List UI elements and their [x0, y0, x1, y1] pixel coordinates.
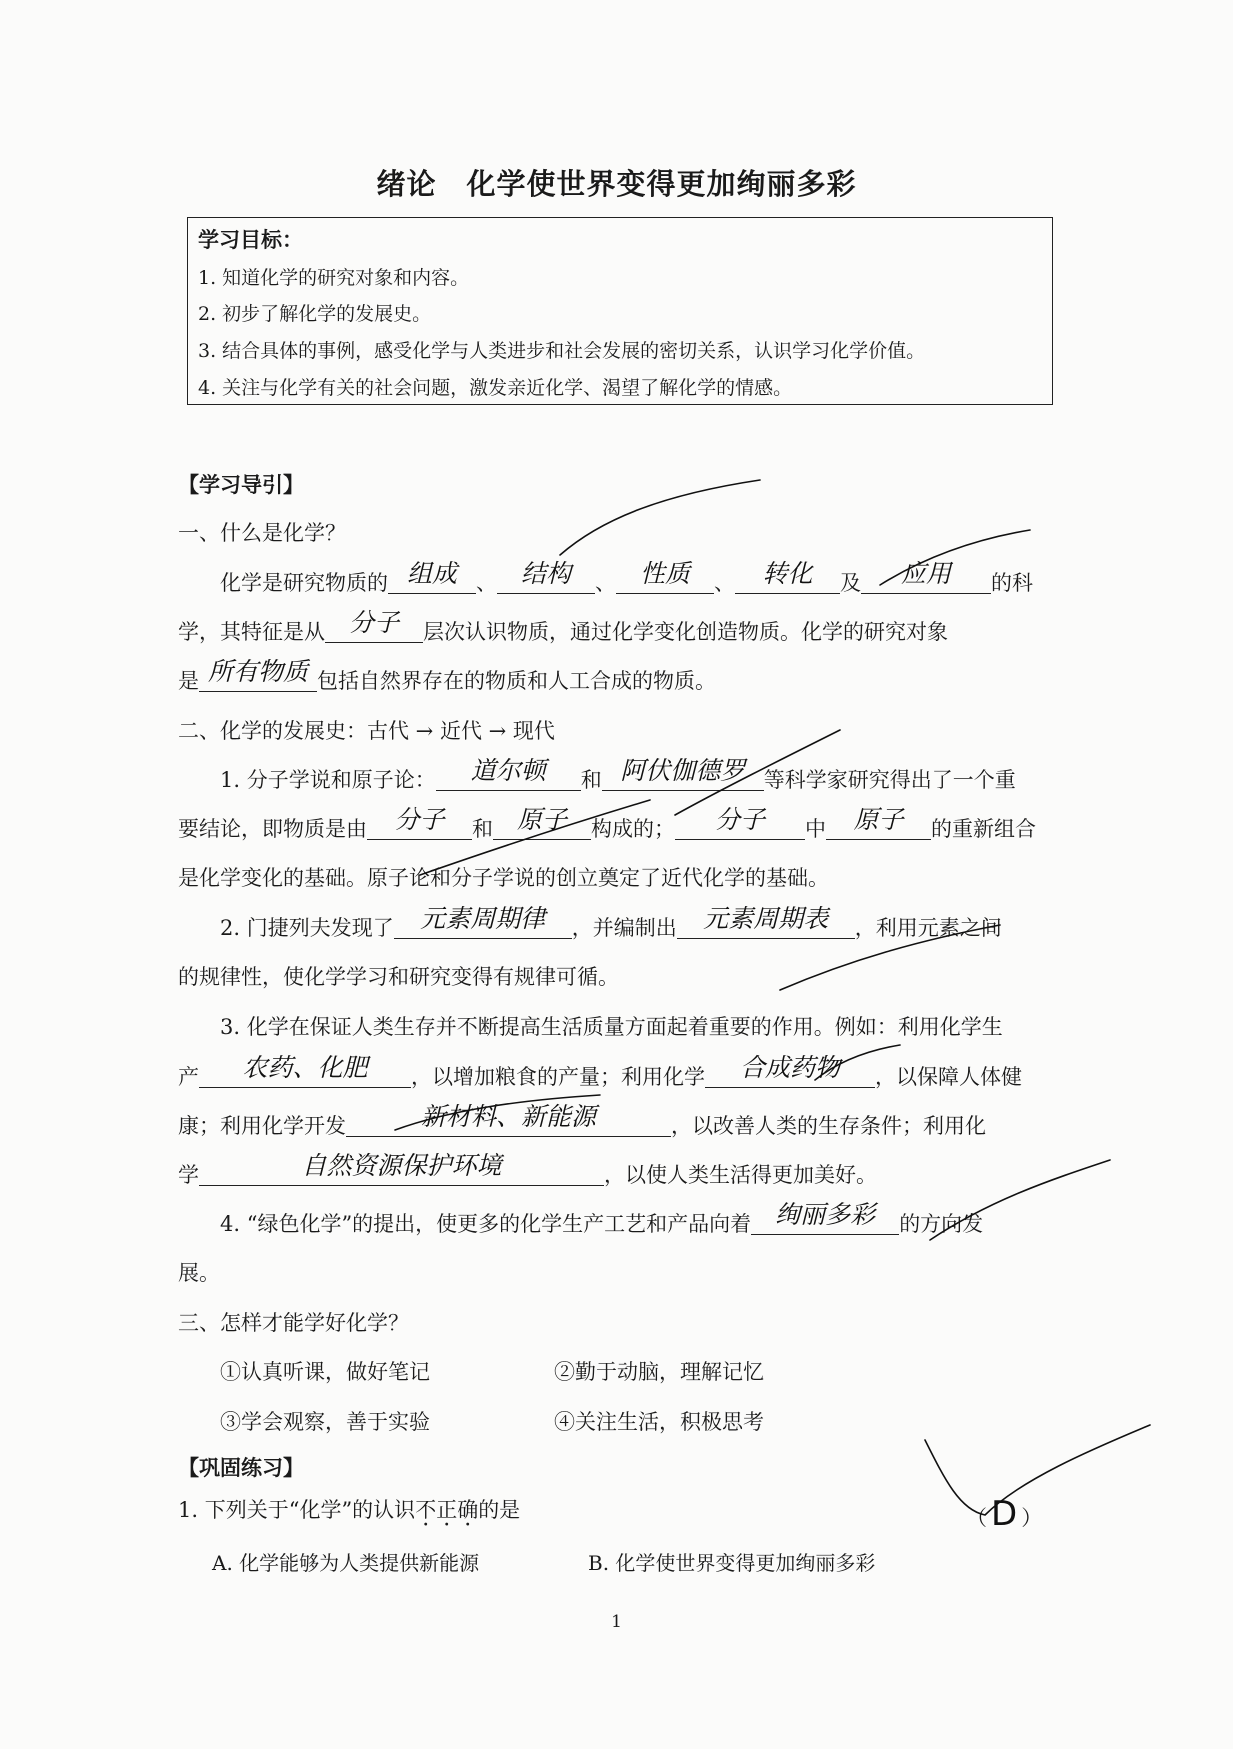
option-b: B. 化学使世界变得更加绚丽多彩 [588, 1551, 876, 1575]
text: 化学是研究物质的 [220, 571, 388, 595]
study-tip: ③学会观察，善于实验 [220, 1410, 430, 1434]
check-mark [930, 1160, 1110, 1240]
handwritten-answer: 原子 [516, 805, 568, 834]
text: 、 [476, 571, 497, 595]
handwritten-answer: 绚丽多彩 [775, 1200, 876, 1229]
objective-item: 2. 初步了解化学的发展史。 [198, 303, 432, 325]
text: 要结论，即物质是由 [178, 817, 367, 841]
handwritten-answer: 分子 [714, 805, 766, 834]
objective-item: 1. 知道化学的研究对象和内容。 [198, 267, 470, 289]
handwritten-answer: 自然资源保护环境 [301, 1151, 502, 1180]
text: 是 [178, 669, 199, 693]
handwritten-answer: 原子 [853, 805, 904, 834]
objective-item: 3. 结合具体的事例，感受化学与人类进步和社会发展的密切关系，认识学习化学价值。 [198, 340, 926, 362]
text: 等科学家研究得出了一个重 [763, 768, 1016, 792]
text: 产 [178, 1065, 199, 1089]
check-mark [395, 1095, 600, 1130]
check-mark [780, 925, 1000, 990]
text: 和 [580, 768, 602, 792]
study-tip: ①认真听课，做好笔记 [220, 1360, 430, 1384]
text: 1. 下列关于“化学”的认识 [178, 1498, 416, 1522]
practice-heading: 【巩固练习】 [178, 1455, 304, 1480]
text: 及 [840, 571, 861, 595]
section-2-title: 二、化学的发展史：古代 → 近代 → 现代 [178, 719, 555, 743]
check-mark [925, 1425, 1150, 1515]
check-mark [420, 800, 650, 875]
handwritten-answer: 转化 [762, 559, 813, 588]
paren-left: （ [966, 1506, 987, 1530]
handwritten-answer: 阿伏伽德罗 [620, 756, 746, 785]
section-2-p4-line-2: 展。 [178, 1261, 220, 1285]
handwritten-answer: 分子 [394, 805, 445, 834]
text: 学 [178, 1163, 199, 1187]
study-tip: ②勤于动脑，理解记忆 [554, 1360, 764, 1384]
handwritten-answer: 元素周期律 [420, 904, 546, 933]
text: 构成的； [591, 817, 675, 841]
handwritten-answer: D [991, 1494, 1018, 1534]
text: 中 [805, 817, 826, 841]
handwritten-answer: 组成 [406, 559, 458, 588]
study-tip: ④关注生活，积极思考 [554, 1410, 764, 1434]
emphasis-char: 确 [457, 1498, 479, 1522]
text: 的重新组合 [931, 817, 1036, 841]
text: 的方向发 [899, 1212, 984, 1236]
text: 层次认识物质，通过化学变化创造物质。化学的研究对象 [423, 620, 948, 644]
handwritten-answer: 农药、化肥 [242, 1053, 368, 1082]
text: ，以使人类生活得更加美好。 [604, 1163, 877, 1187]
page-number: 1 [611, 1612, 622, 1632]
handwritten-answer: 结构 [520, 559, 572, 588]
emphasis-char: 正 [436, 1498, 458, 1522]
text: ，利用元素之间 [854, 916, 1002, 940]
section-3-title: 三、怎样才能学好化学？ [178, 1311, 409, 1335]
section-2-p3-line-1: 3. 化学在保证人类生存并不断提高生活质量方面起着重要的作用。例如：利用化学生 [220, 1015, 1003, 1039]
handwritten-answer: 所有物质 [207, 657, 309, 686]
emphasis-char: 不 [415, 1498, 437, 1522]
guide-heading: 【学习导引】 [178, 472, 304, 497]
objectives-heading: 学习目标： [198, 227, 303, 252]
text: ，以增加粮食的产量；利用化学 [411, 1065, 705, 1089]
text: ，以保障人体健 [875, 1065, 1022, 1089]
text: 康；利用化学开发 [178, 1114, 346, 1138]
handwritten-answer: 分子 [348, 608, 400, 637]
check-mark [880, 530, 1030, 585]
section-2-p1-line-3: 是化学变化的基础。原子论和分子学说的创立奠定了近代化学的基础。 [178, 866, 829, 890]
text: 、 [595, 571, 616, 595]
handwritten-answer: 性质 [639, 559, 691, 588]
handwritten-answer: 应用 [900, 559, 952, 588]
text: 、 [714, 571, 735, 595]
check-mark [815, 1045, 900, 1080]
handwritten-answer: 元素周期表 [703, 904, 829, 933]
handwritten-answer: 新材料、新能源 [420, 1102, 597, 1131]
text: 4. “绿色化学”的提出，使更多的化学生产工艺和产品向着 [220, 1212, 752, 1236]
text: 的是 [478, 1498, 521, 1522]
text: 和 [472, 817, 493, 841]
objective-item: 4. 关注与化学有关的社会问题，激发亲近化学、渴望了解化学的情感。 [198, 377, 793, 399]
handwritten-answer: 合成药物 [739, 1053, 841, 1082]
text: 的科 [991, 571, 1033, 595]
section-1-title: 一、什么是化学？ [178, 521, 346, 545]
text: 2. 门捷列夫发现了 [220, 916, 394, 940]
text: ，以改善人类的生存条件；利用化 [671, 1114, 986, 1138]
text: ，并编制出 [571, 916, 677, 940]
option-a: A. 化学能够为人类提供新能源 [212, 1551, 480, 1575]
text: 学，其特征是从 [178, 620, 325, 644]
paren-right: ） [1021, 1506, 1043, 1530]
check-mark [560, 480, 760, 555]
handwritten-answer: 道尔顿 [470, 756, 546, 785]
check-mark [675, 730, 840, 815]
text: 1. 分子学说和原子论： [220, 768, 436, 792]
page-title: 绪论 化学使世界变得更加绚丽多彩 [376, 167, 857, 201]
text: 包括自然界存在的物质和人工合成的物质。 [317, 669, 716, 693]
section-2-p2-line-2: 的规律性，使化学学习和研究变得有规律可循。 [178, 965, 619, 989]
